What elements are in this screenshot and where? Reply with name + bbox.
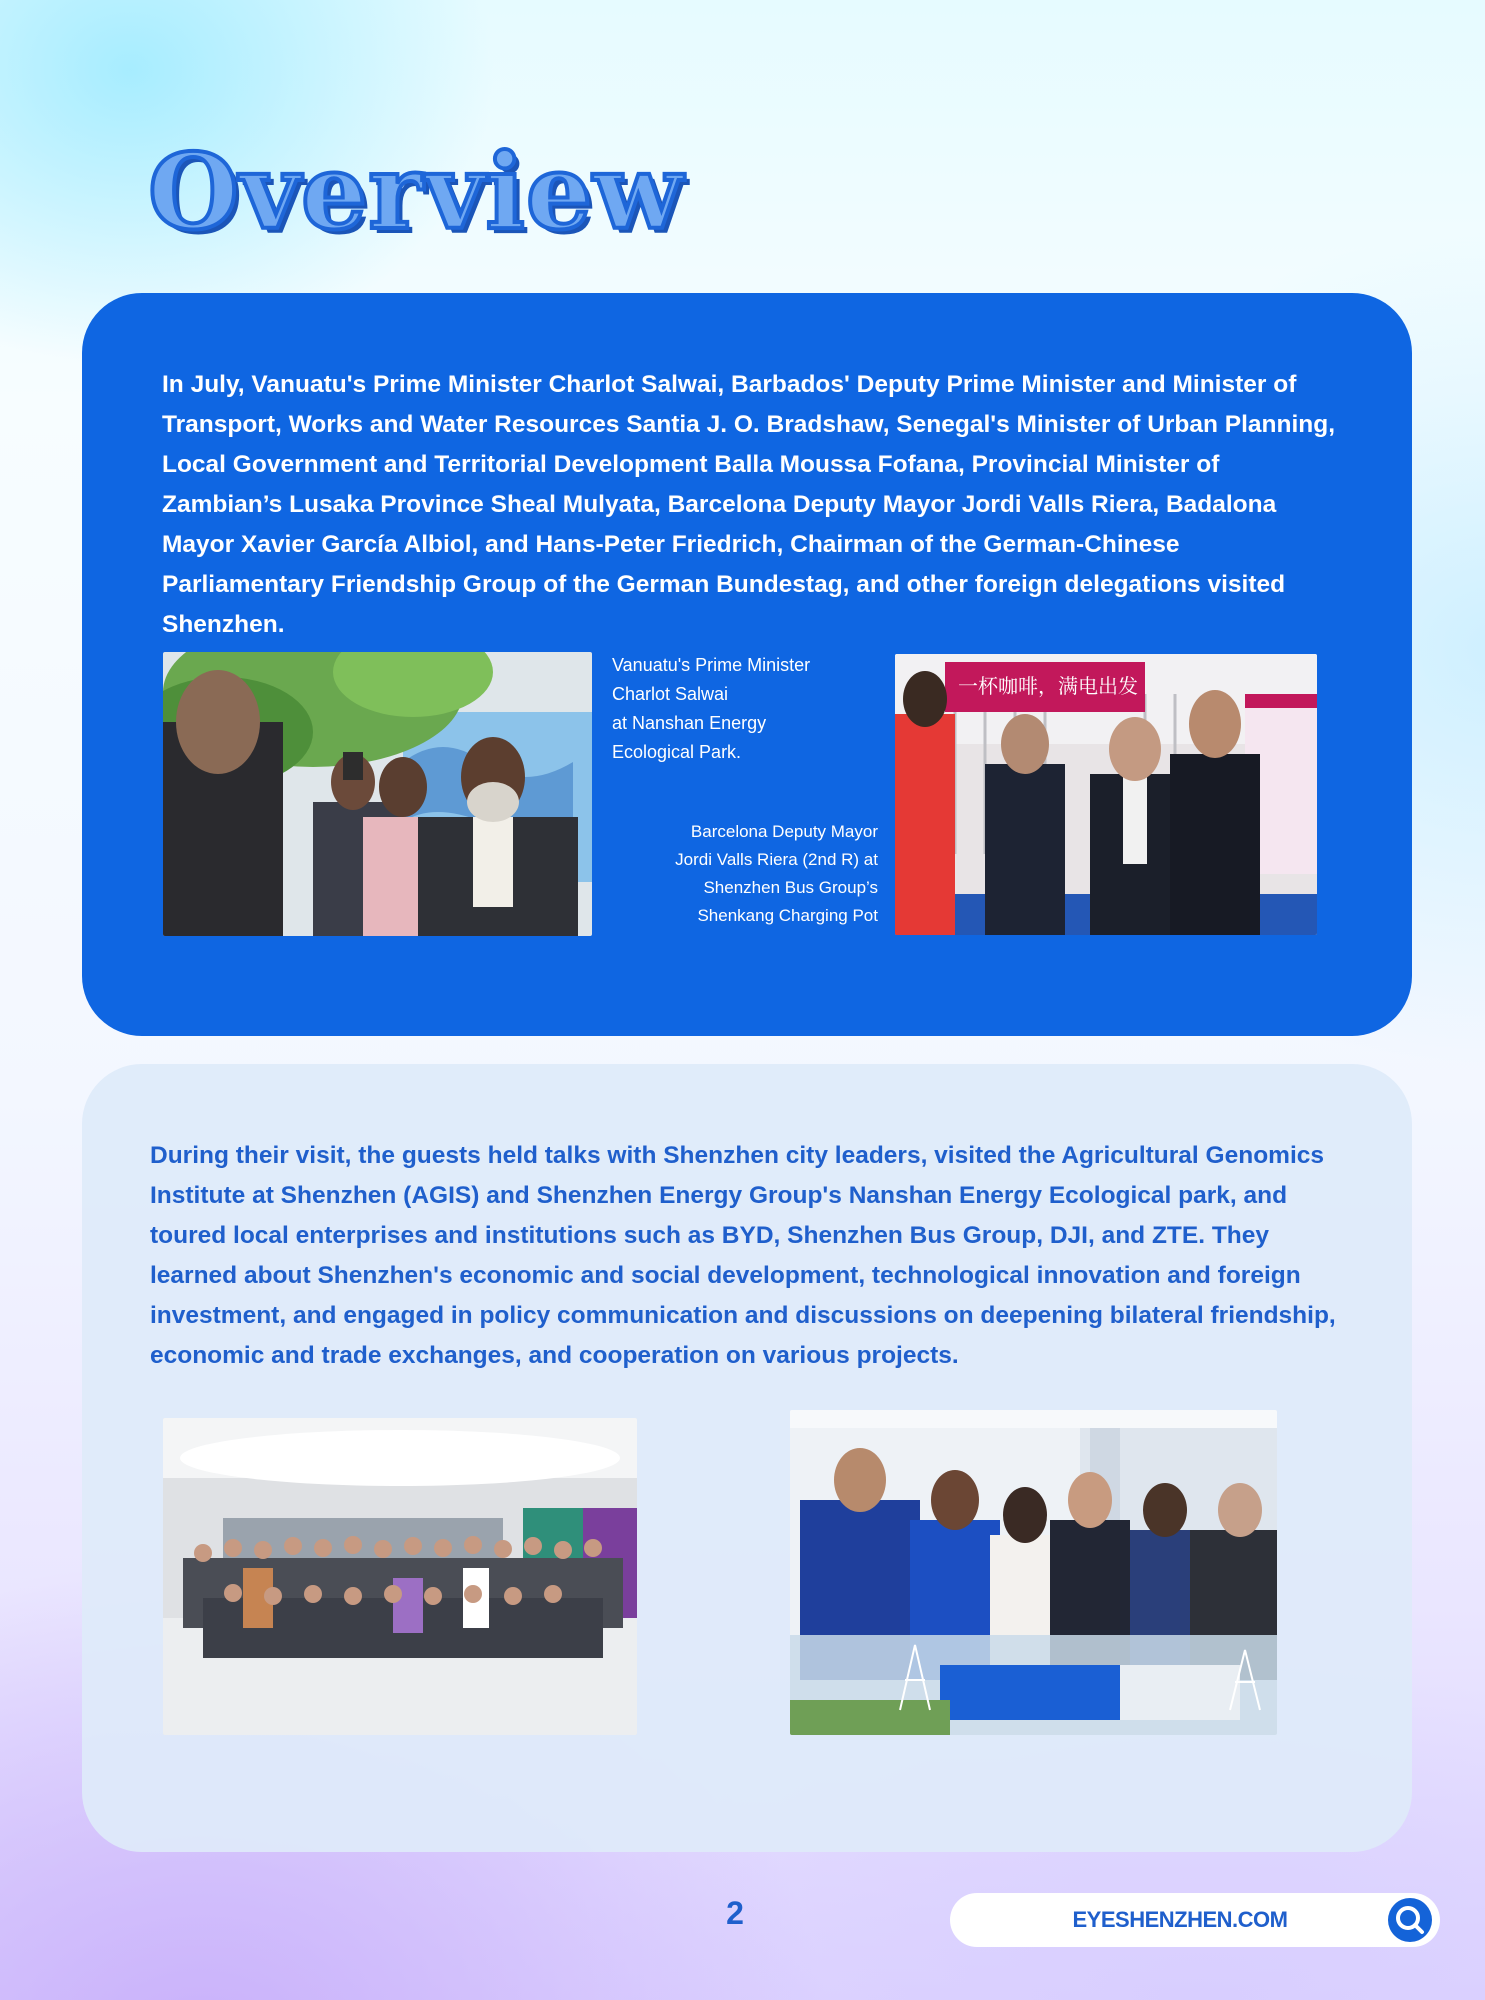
caption-line: Shenkang Charging Pot	[697, 906, 878, 925]
caption-line: Shenzhen Bus Group’s	[703, 878, 878, 897]
photo-group-agis	[163, 1418, 637, 1735]
caption-line: Barcelona Deputy Mayor	[690, 822, 878, 841]
search-icon[interactable]	[1388, 1898, 1432, 1942]
caption-barcelona-mayor	[642, 818, 878, 930]
caption-vanuatu-pm	[612, 651, 852, 767]
website-link[interactable]	[950, 1893, 1440, 1947]
photo-energy-model	[790, 1410, 1277, 1735]
caption-line: Charlot Salwai	[612, 684, 729, 704]
visit-panel	[82, 1064, 1412, 1852]
photo-vanuatu-pm	[163, 652, 592, 936]
photo-barcelona-mayor	[895, 654, 1317, 935]
page-title: Overview	[148, 130, 684, 253]
visit-paragraph: During their visit, the guests held talks with Shenzhen city leaders, visited the Agricultural Genomics Institute at Shenzhen (AGIS) and Shenzhen Energy Group's Nanshan Energy Ecological park, and toured local enterprises and institutions such as BYD, Shenzhen Bus Group, DJI, and ZTE. They learned about Shenzhen's economic and social development, technological innovation and foreign investment, and engaged in policy communication and discussions on deepening bilateral friendship, economic and trade exchanges, and cooperation on various projects.	[150, 1142, 1336, 1369]
caption-line: Vanuatu's Prime Minister	[612, 655, 811, 675]
caption-line: Ecological Park.	[612, 742, 742, 762]
caption-line: at Nanshan Energy	[612, 713, 767, 733]
website-text[interactable]: EYESHENZHEN.COM	[1072, 1907, 1288, 1932]
intro-paragraph: In July, Vanuatu's Prime Minister Charlot Salwai, Barbados' Deputy Prime Minister and Minister of Transport, Works and Water Resources Santia J. O. Bradshaw, Senegal's Minister of Urban Planning, Local Government and Territorial Development Balla Moussa Fofana, Provincial Minister of Zambian’s Lusaka Province Sheal Mulyata, Barcelona Deputy Mayor Jordi Valls Riera, Badalona Mayor Xavier García Albiol, and Hans-Peter Friedrich, Chairman of the German-Chinese Parliamentary Friendship Group of the German Bundestag, and other foreign delegations visited Shenzhen.	[162, 371, 1336, 638]
intro-panel	[82, 293, 1412, 1036]
charging-banner-text: 一杯咖啡，满电出发	[958, 674, 1138, 698]
caption-line: Jordi Valls Riera (2nd R) at	[675, 850, 878, 869]
page-number: 2	[726, 1895, 744, 1931]
